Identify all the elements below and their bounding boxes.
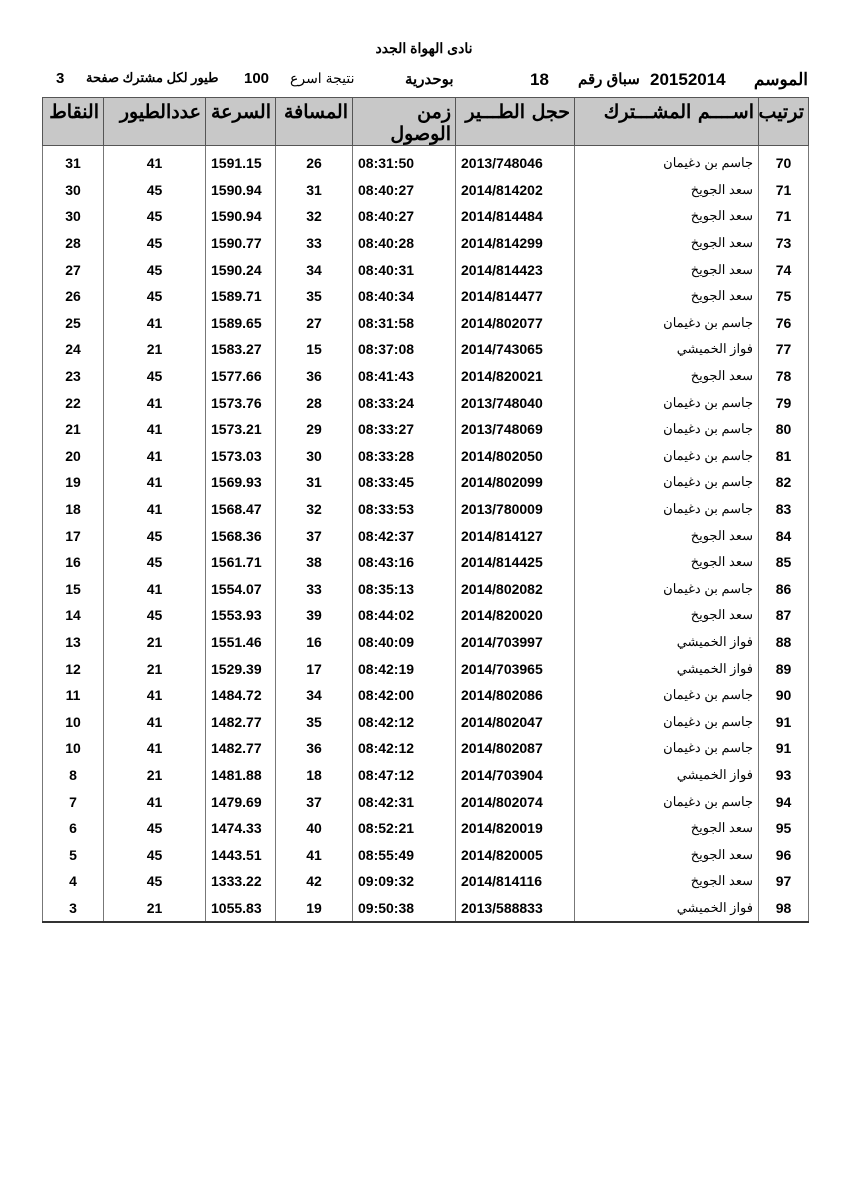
ring-cell: 2014/814202 — [456, 177, 575, 204]
table-row — [43, 602, 809, 629]
arrival-time-cell: 08:35:13 — [353, 576, 456, 603]
points-cell: 31 — [43, 146, 104, 177]
arrival-time-cell: 08:55:49 — [353, 841, 456, 868]
speed-cell: 1573.03 — [206, 443, 276, 470]
header-name: اســــم المشـــترك — [575, 98, 759, 146]
member-name-cell: فواز الخميشي — [575, 629, 759, 656]
points-cell: 28 — [43, 230, 104, 257]
points-cell: 11 — [43, 682, 104, 709]
arrival-time-cell: 08:31:50 — [353, 146, 456, 177]
ring-cell: 2014/820005 — [456, 841, 575, 868]
header-rank: ترتيب — [759, 98, 809, 146]
rank-cell: 81 — [759, 443, 809, 470]
points-cell: 18 — [43, 496, 104, 523]
table-row — [43, 203, 809, 230]
ring-cell: 2014/814423 — [456, 256, 575, 283]
rank-cell: 77 — [759, 336, 809, 363]
member-name-cell: سعد الجويخ — [575, 363, 759, 390]
speed-cell: 1479.69 — [206, 788, 276, 815]
distance-cell: 41 — [276, 841, 353, 868]
speed-cell: 1481.88 — [206, 762, 276, 789]
ring-cell: 2014/814477 — [456, 283, 575, 310]
arrival-time-cell: 08:42:19 — [353, 655, 456, 682]
distance-cell: 18 — [276, 762, 353, 789]
distance-cell: 33 — [276, 576, 353, 603]
points-cell: 25 — [43, 310, 104, 337]
ring-cell: 2014/743065 — [456, 336, 575, 363]
speed-cell: 1577.66 — [206, 363, 276, 390]
race-number: 18 — [530, 70, 549, 89]
distance-cell: 32 — [276, 203, 353, 230]
distance-cell: 26 — [276, 146, 353, 177]
rank-cell: 82 — [759, 469, 809, 496]
speed-cell: 1482.77 — [206, 735, 276, 762]
distance-cell: 36 — [276, 363, 353, 390]
header-birds: عددالطيور — [104, 98, 206, 146]
points-cell: 19 — [43, 469, 104, 496]
points-cell: 22 — [43, 389, 104, 416]
member-name-cell: جاسم بن دغيمان — [575, 735, 759, 762]
points-cell: 15 — [43, 576, 104, 603]
distance-cell: 37 — [276, 788, 353, 815]
rank-cell: 88 — [759, 629, 809, 656]
table-row — [43, 336, 809, 363]
ring-cell: 2014/820020 — [456, 602, 575, 629]
table-row — [43, 256, 809, 283]
points-cell: 24 — [43, 336, 104, 363]
speed-cell: 1568.47 — [206, 496, 276, 523]
table-row — [43, 283, 809, 310]
table-row — [43, 549, 809, 576]
distance-cell: 35 — [276, 708, 353, 735]
points-cell: 30 — [43, 177, 104, 204]
birds-cell: 41 — [104, 682, 206, 709]
points-cell: 6 — [43, 815, 104, 842]
distance-cell: 30 — [276, 443, 353, 470]
header-speed: السرعة — [206, 98, 276, 146]
birds-cell: 41 — [104, 708, 206, 735]
birds-cell: 45 — [104, 522, 206, 549]
speed-cell: 1583.27 — [206, 336, 276, 363]
distance-cell: 39 — [276, 602, 353, 629]
speed-cell: 1589.71 — [206, 283, 276, 310]
speed-cell: 1573.76 — [206, 389, 276, 416]
distance-cell: 29 — [276, 416, 353, 443]
speed-cell: 1568.36 — [206, 522, 276, 549]
rank-cell: 90 — [759, 682, 809, 709]
distance-cell: 17 — [276, 655, 353, 682]
birds-cell: 45 — [104, 203, 206, 230]
table-row — [43, 416, 809, 443]
arrival-time-cell: 08:31:58 — [353, 310, 456, 337]
table-row — [43, 177, 809, 204]
distance-cell: 38 — [276, 549, 353, 576]
speed-cell: 1591.15 — [206, 146, 276, 177]
table-row — [43, 682, 809, 709]
distance-cell: 15 — [276, 336, 353, 363]
distance-cell: 19 — [276, 895, 353, 923]
birds-cell: 21 — [104, 895, 206, 923]
birds-cell: 41 — [104, 416, 206, 443]
speed-cell: 1529.39 — [206, 655, 276, 682]
ring-cell: 2014/802050 — [456, 443, 575, 470]
rank-cell: 96 — [759, 841, 809, 868]
arrival-time-cell: 08:47:12 — [353, 762, 456, 789]
points-cell: 27 — [43, 256, 104, 283]
race-location: بوحدرية — [405, 71, 454, 88]
rank-cell: 79 — [759, 389, 809, 416]
rank-cell: 75 — [759, 283, 809, 310]
birds-cell: 45 — [104, 363, 206, 390]
table-row — [43, 496, 809, 523]
table-row — [43, 762, 809, 789]
rank-cell: 84 — [759, 522, 809, 549]
arrival-time-cell: 08:40:27 — [353, 177, 456, 204]
table-row — [43, 310, 809, 337]
table-row — [43, 655, 809, 682]
member-name-cell: سعد الجويخ — [575, 283, 759, 310]
distance-cell: 37 — [276, 522, 353, 549]
season-label: الموسم — [753, 70, 808, 89]
distance-cell: 34 — [276, 256, 353, 283]
rank-cell: 73 — [759, 230, 809, 257]
birds-cell: 41 — [104, 469, 206, 496]
ring-cell: 2014/814484 — [456, 203, 575, 230]
ring-cell: 2014/703904 — [456, 762, 575, 789]
member-name-cell: جاسم بن دغيمان — [575, 576, 759, 603]
header-row — [43, 98, 809, 146]
distance-cell: 36 — [276, 735, 353, 762]
birds-cell: 45 — [104, 868, 206, 895]
arrival-time-cell: 08:40:28 — [353, 230, 456, 257]
arrival-time-cell: 08:33:24 — [353, 389, 456, 416]
arrival-time-cell: 08:33:45 — [353, 469, 456, 496]
points-cell: 26 — [43, 283, 104, 310]
table-row — [43, 735, 809, 762]
points-cell: 16 — [43, 549, 104, 576]
member-name-cell: جاسم بن دغيمان — [575, 708, 759, 735]
speed-cell: 1482.77 — [206, 708, 276, 735]
member-name-cell: جاسم بن دغيمان — [575, 496, 759, 523]
rank-cell: 98 — [759, 895, 809, 923]
ring-cell: 2014/820019 — [456, 815, 575, 842]
points-cell: 23 — [43, 363, 104, 390]
member-name-cell: سعد الجويخ — [575, 549, 759, 576]
birds-cell: 21 — [104, 762, 206, 789]
ring-cell: 2014/802074 — [456, 788, 575, 815]
birds-cell: 21 — [104, 655, 206, 682]
birds-cell: 45 — [104, 177, 206, 204]
speed-cell: 1553.93 — [206, 602, 276, 629]
member-name-cell: سعد الجويخ — [575, 841, 759, 868]
arrival-time-cell: 08:33:28 — [353, 443, 456, 470]
arrival-time-cell: 08:37:08 — [353, 336, 456, 363]
table-row — [43, 868, 809, 895]
birds-cell: 41 — [104, 443, 206, 470]
ring-cell: 2013/748069 — [456, 416, 575, 443]
rank-cell: 93 — [759, 762, 809, 789]
ring-cell: 2014/820021 — [456, 363, 575, 390]
rank-cell: 91 — [759, 735, 809, 762]
member-name-cell: فواز الخميشي — [575, 655, 759, 682]
points-cell: 12 — [43, 655, 104, 682]
rank-cell: 87 — [759, 602, 809, 629]
points-cell: 21 — [43, 416, 104, 443]
member-name-cell: جاسم بن دغيمان — [575, 788, 759, 815]
points-cell: 5 — [43, 841, 104, 868]
table-row — [43, 895, 809, 923]
header-arrival-time: زمن الوصول — [353, 98, 456, 146]
header-ring: حجل الطـــير — [456, 98, 575, 146]
points-cell: 8 — [43, 762, 104, 789]
club-title: نادى الهواة الجدد — [375, 40, 473, 56]
birds-cell: 21 — [104, 629, 206, 656]
ring-cell: 2014/802047 — [456, 708, 575, 735]
table-row — [43, 443, 809, 470]
arrival-time-cell: 08:40:34 — [353, 283, 456, 310]
rank-cell: 89 — [759, 655, 809, 682]
rank-cell: 83 — [759, 496, 809, 523]
speed-cell: 1590.94 — [206, 203, 276, 230]
table-row — [43, 389, 809, 416]
ring-cell: 2014/814127 — [456, 522, 575, 549]
header-points: النقاط — [43, 98, 104, 146]
member-name-cell: جاسم بن دغيمان — [575, 469, 759, 496]
birds-cell: 41 — [104, 788, 206, 815]
arrival-time-cell: 08:52:21 — [353, 815, 456, 842]
member-name-cell: فواز الخميشي — [575, 895, 759, 923]
speed-cell: 1474.33 — [206, 815, 276, 842]
distance-cell: 34 — [276, 682, 353, 709]
table-row — [43, 469, 809, 496]
speed-cell: 1569.93 — [206, 469, 276, 496]
rank-cell: 78 — [759, 363, 809, 390]
ring-cell: 2014/814299 — [456, 230, 575, 257]
distance-cell: 35 — [276, 283, 353, 310]
distance-cell: 27 — [276, 310, 353, 337]
rank-cell: 94 — [759, 788, 809, 815]
ring-cell: 2014/802099 — [456, 469, 575, 496]
rank-cell: 70 — [759, 146, 809, 177]
arrival-time-cell: 08:43:16 — [353, 549, 456, 576]
season-value: 20152014 — [650, 70, 726, 89]
distance-cell: 32 — [276, 496, 353, 523]
speed-cell: 1573.21 — [206, 416, 276, 443]
speed-cell: 1590.24 — [206, 256, 276, 283]
ring-cell: 2014/703965 — [456, 655, 575, 682]
points-cell: 3 — [43, 895, 104, 923]
speed-cell: 1590.94 — [206, 177, 276, 204]
rank-cell: 95 — [759, 815, 809, 842]
member-name-cell: سعد الجويخ — [575, 256, 759, 283]
arrival-time-cell: 08:42:37 — [353, 522, 456, 549]
member-name-cell: فواز الخميشي — [575, 762, 759, 789]
ring-cell: 2014/814116 — [456, 868, 575, 895]
member-name-cell: جاسم بن دغيمان — [575, 416, 759, 443]
rank-cell: 74 — [759, 256, 809, 283]
arrival-time-cell: 08:40:27 — [353, 203, 456, 230]
distance-cell: 40 — [276, 815, 353, 842]
table-row — [43, 708, 809, 735]
birds-cell: 41 — [104, 496, 206, 523]
birds-cell: 45 — [104, 602, 206, 629]
ring-cell: 2014/802077 — [456, 310, 575, 337]
ring-cell: 2013/748040 — [456, 389, 575, 416]
birds-cell: 45 — [104, 256, 206, 283]
ring-cell: 2013/588833 — [456, 895, 575, 923]
member-name-cell: سعد الجويخ — [575, 868, 759, 895]
member-name-cell: سعد الجويخ — [575, 203, 759, 230]
speed-cell: 1590.77 — [206, 230, 276, 257]
table-row — [43, 522, 809, 549]
table-row — [43, 815, 809, 842]
birds-count: 100 — [244, 70, 270, 87]
result-label: نتيجة اسرع — [290, 70, 355, 86]
speed-cell: 1589.65 — [206, 310, 276, 337]
member-name-cell: سعد الجويخ — [575, 230, 759, 257]
distance-cell: 16 — [276, 629, 353, 656]
points-cell: 7 — [43, 788, 104, 815]
arrival-time-cell: 08:41:43 — [353, 363, 456, 390]
arrival-time-cell: 09:09:32 — [353, 868, 456, 895]
arrival-time-cell: 08:42:31 — [353, 788, 456, 815]
rank-cell: 97 — [759, 868, 809, 895]
member-name-cell: جاسم بن دغيمان — [575, 146, 759, 177]
results-table — [42, 97, 809, 923]
table-row — [43, 788, 809, 815]
header-distance: المسافة — [276, 98, 353, 146]
member-name-cell: جاسم بن دغيمان — [575, 310, 759, 337]
speed-cell: 1561.71 — [206, 549, 276, 576]
rank-cell: 71 — [759, 177, 809, 204]
arrival-time-cell: 08:40:09 — [353, 629, 456, 656]
member-name-cell: سعد الجويخ — [575, 177, 759, 204]
birds-cell: 41 — [104, 576, 206, 603]
speed-cell: 1554.07 — [206, 576, 276, 603]
rank-cell: 86 — [759, 576, 809, 603]
ring-cell: 2014/802086 — [456, 682, 575, 709]
distance-cell: 33 — [276, 230, 353, 257]
ring-cell: 2014/802087 — [456, 735, 575, 762]
speed-cell: 1484.72 — [206, 682, 276, 709]
birds-cell: 41 — [104, 735, 206, 762]
table-row — [43, 230, 809, 257]
birds-cell: 45 — [104, 230, 206, 257]
points-cell: 4 — [43, 868, 104, 895]
arrival-time-cell: 08:42:00 — [353, 682, 456, 709]
speed-cell: 1551.46 — [206, 629, 276, 656]
distance-cell: 42 — [276, 868, 353, 895]
ring-cell: 2014/814425 — [456, 549, 575, 576]
rank-cell: 71 — [759, 203, 809, 230]
birds-cell: 41 — [104, 389, 206, 416]
points-cell: 14 — [43, 602, 104, 629]
member-name-cell: سعد الجويخ — [575, 815, 759, 842]
birds-cell: 45 — [104, 283, 206, 310]
member-name-cell: جاسم بن دغيمان — [575, 389, 759, 416]
arrival-time-cell: 08:40:31 — [353, 256, 456, 283]
table-row — [43, 363, 809, 390]
arrival-time-cell: 09:50:38 — [353, 895, 456, 923]
ring-cell: 2013/780009 — [456, 496, 575, 523]
points-cell: 20 — [43, 443, 104, 470]
arrival-time-cell: 08:33:27 — [353, 416, 456, 443]
arrival-time-cell: 08:33:53 — [353, 496, 456, 523]
per-member-label: طيور لكل مشترك صفحة — [86, 70, 219, 85]
distance-cell: 31 — [276, 469, 353, 496]
speed-cell: 1443.51 — [206, 841, 276, 868]
member-name-cell: سعد الجويخ — [575, 522, 759, 549]
speed-cell: 1055.83 — [206, 895, 276, 923]
birds-cell: 45 — [104, 549, 206, 576]
distance-cell: 28 — [276, 389, 353, 416]
arrival-time-cell: 08:42:12 — [353, 708, 456, 735]
ring-cell: 2013/748046 — [456, 146, 575, 177]
points-cell: 17 — [43, 522, 104, 549]
points-cell: 13 — [43, 629, 104, 656]
member-name-cell: جاسم بن دغيمان — [575, 443, 759, 470]
table-row — [43, 146, 809, 177]
ring-cell: 2014/802082 — [456, 576, 575, 603]
birds-cell: 21 — [104, 336, 206, 363]
rank-cell: 91 — [759, 708, 809, 735]
member-name-cell: سعد الجويخ — [575, 602, 759, 629]
ring-cell: 2014/703997 — [456, 629, 575, 656]
page-number: 3 — [56, 70, 65, 87]
table-row — [43, 841, 809, 868]
race-label: سباق رقم — [578, 71, 640, 88]
birds-cell: 45 — [104, 815, 206, 842]
birds-cell: 45 — [104, 841, 206, 868]
arrival-time-cell: 08:44:02 — [353, 602, 456, 629]
table-row — [43, 629, 809, 656]
member-name-cell: جاسم بن دغيمان — [575, 682, 759, 709]
birds-cell: 41 — [104, 146, 206, 177]
points-cell: 10 — [43, 708, 104, 735]
rank-cell: 80 — [759, 416, 809, 443]
birds-cell: 41 — [104, 310, 206, 337]
arrival-time-cell: 08:42:12 — [353, 735, 456, 762]
table-row — [43, 576, 809, 603]
points-cell: 30 — [43, 203, 104, 230]
rank-cell: 76 — [759, 310, 809, 337]
rank-cell: 85 — [759, 549, 809, 576]
points-cell: 10 — [43, 735, 104, 762]
distance-cell: 31 — [276, 177, 353, 204]
member-name-cell: فواز الخميشي — [575, 336, 759, 363]
speed-cell: 1333.22 — [206, 868, 276, 895]
